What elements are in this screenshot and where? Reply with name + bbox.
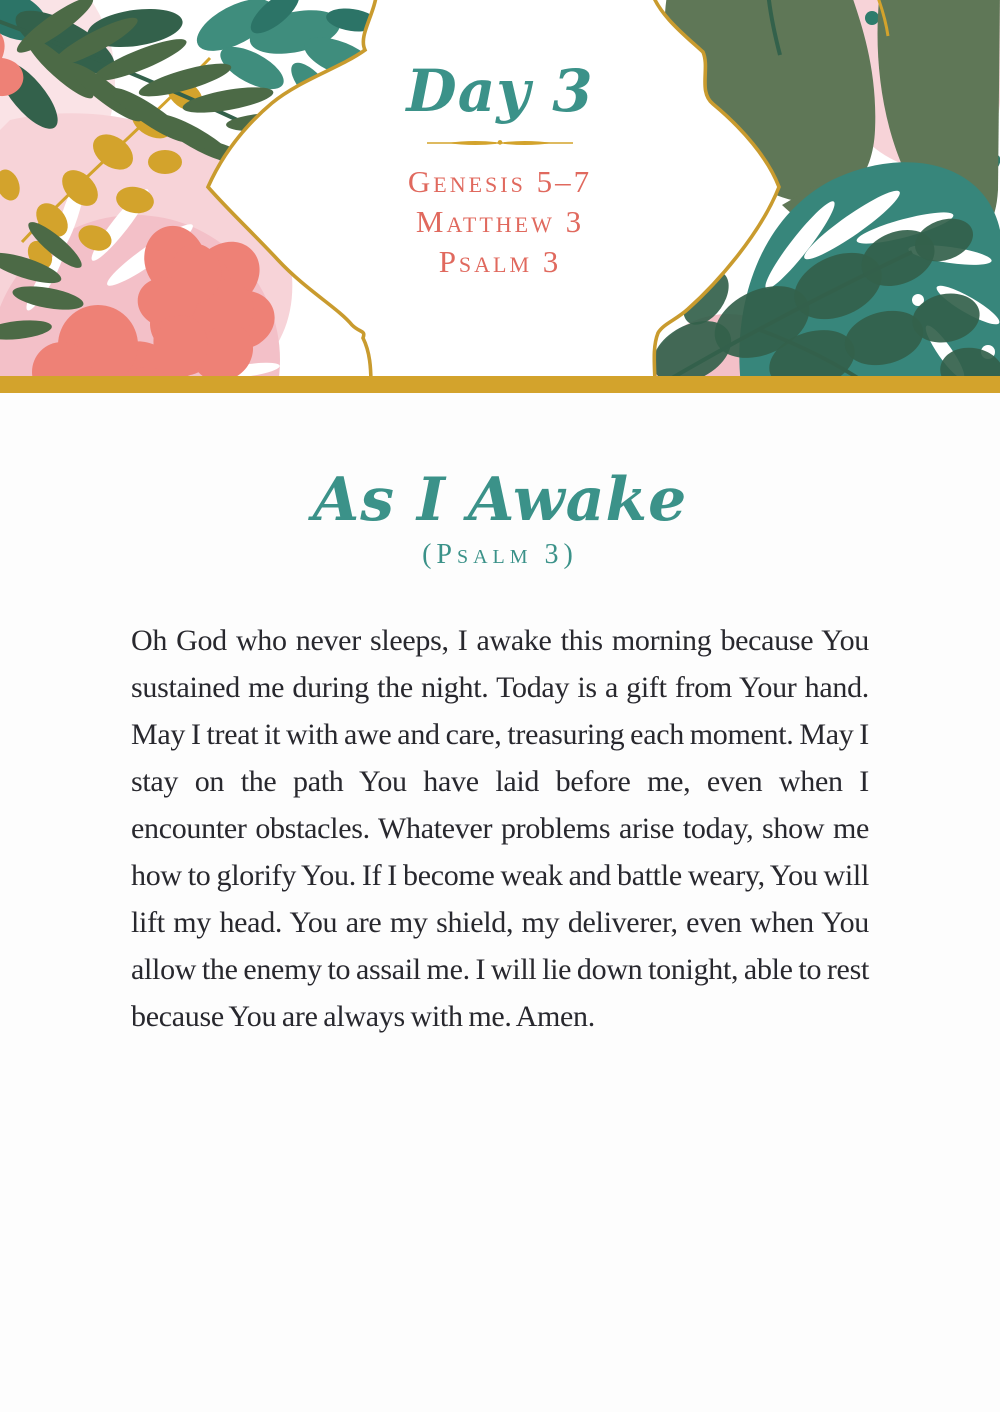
devotion-title: As I Awake (312, 465, 688, 535)
reading-list (0, 162, 1000, 282)
reading-reference: Matthew 3 (415, 204, 585, 239)
reading-reference: Genesis 5–7 (407, 164, 593, 199)
reading-reference: Psalm 3 (438, 244, 562, 279)
devotion-scripture-reference: (Psalm 3) (422, 539, 578, 570)
devotion-section (0, 467, 1000, 1040)
day-title: Day 3 (406, 57, 594, 125)
gold-bar-rule (0, 376, 1000, 393)
devotion-prayer-text: Oh God who never sleeps, I awake this morning because You sustained me during the night. Today is a gift from Your hand. May I treat it with awe and care, treasuring each moment. May I stay on the path You have laid before me, even when I encounter obstacles. Whatever problems arise today, show me how to glorify You. If I become weak and battle weary, You will lift my head. You are my shield, my deliverer, even when You allow the enemy to assail me. I will lie down tonight, able to rest because You are always with me. Amen. (131, 624, 869, 1033)
header-artwork-band (0, 0, 1000, 393)
divider-ornament-icon (425, 137, 575, 149)
header-text-block (0, 0, 1000, 282)
